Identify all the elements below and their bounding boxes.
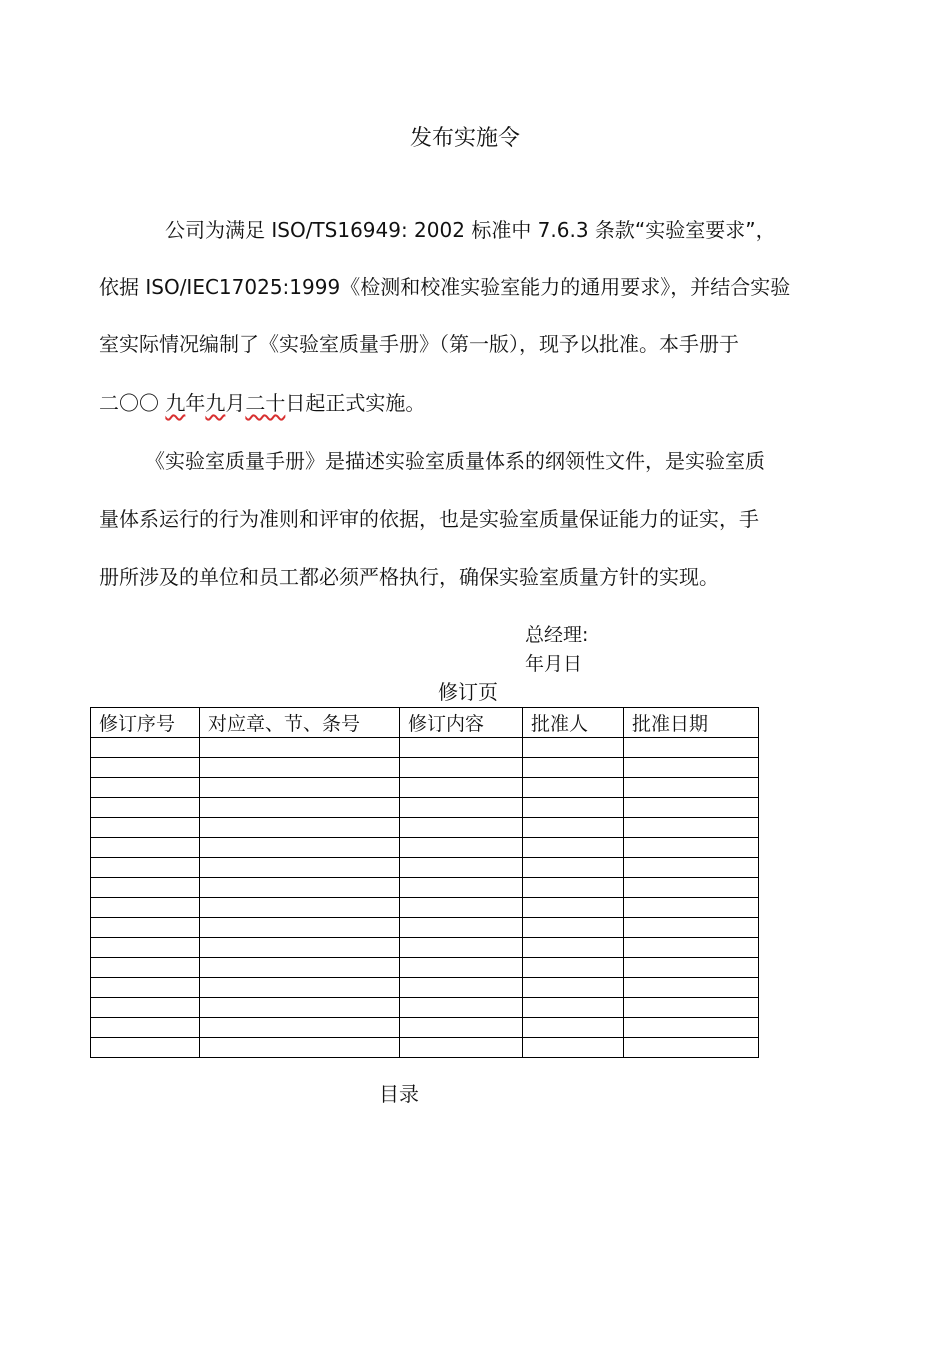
header-revision-number: 修订序号	[91, 708, 200, 738]
table-cell	[91, 898, 200, 918]
table-cell	[200, 1018, 400, 1038]
table-row	[91, 758, 759, 778]
table-cell	[624, 818, 759, 838]
table-cell	[523, 878, 624, 898]
table-cell	[523, 918, 624, 938]
table-cell	[624, 898, 759, 918]
table-cell	[624, 878, 759, 898]
table-row	[91, 998, 759, 1018]
table-cell	[523, 858, 624, 878]
table-cell	[400, 758, 523, 778]
table-cell	[91, 1018, 200, 1038]
table-cell	[523, 758, 624, 778]
table-row	[91, 918, 759, 938]
paragraph-line-date	[99, 389, 425, 417]
table-cell	[91, 918, 200, 938]
table-cell	[624, 838, 759, 858]
table-of-contents-title: 目录	[379, 1082, 419, 1106]
paragraph-line: 量体系运行的行为准则和评审的依据，也是实验室质量保证能力的证实，手	[99, 507, 759, 531]
table-cell	[523, 818, 624, 838]
table-cell	[200, 918, 400, 938]
table-cell	[91, 998, 200, 1018]
date-text: 年	[185, 391, 206, 415]
table-cell	[400, 818, 523, 838]
table-cell	[523, 798, 624, 818]
paragraph-line: 册所涉及的单位和员工都必须严格执行，确保实验室质量方针的实现。	[99, 565, 719, 589]
table-header-row	[91, 708, 759, 738]
table-cell	[523, 898, 624, 918]
table-cell	[523, 778, 624, 798]
table-row	[91, 858, 759, 878]
table-cell	[91, 958, 200, 978]
table-row	[91, 778, 759, 798]
table-cell	[200, 798, 400, 818]
general-manager-label: 总经理:	[525, 624, 589, 646]
table-cell	[200, 778, 400, 798]
table-cell	[200, 978, 400, 998]
header-approval-date: 批准日期	[624, 708, 759, 738]
table-cell	[400, 978, 523, 998]
revision-table	[90, 707, 759, 1058]
table-row	[91, 938, 759, 958]
table-cell	[624, 1018, 759, 1038]
table-cell	[624, 978, 759, 998]
table-cell	[400, 738, 523, 758]
table-cell	[400, 898, 523, 918]
table-row	[91, 838, 759, 858]
header-section-reference: 对应章、节、条号	[200, 708, 400, 738]
table-cell	[400, 878, 523, 898]
table-row	[91, 1038, 759, 1058]
table-cell	[523, 738, 624, 758]
date-text: 日起正式实施。	[285, 391, 426, 415]
table-cell	[200, 818, 400, 838]
table-cell	[91, 818, 200, 838]
table-cell	[523, 998, 624, 1018]
table-cell	[624, 958, 759, 978]
table-cell	[400, 798, 523, 818]
table-cell	[400, 778, 523, 798]
table-row	[91, 1018, 759, 1038]
table-row	[91, 878, 759, 898]
table-cell	[91, 738, 200, 758]
table-cell	[91, 1038, 200, 1058]
table-cell	[400, 858, 523, 878]
table-cell	[400, 958, 523, 978]
table-cell	[91, 778, 200, 798]
table-cell	[400, 938, 523, 958]
date-text-underlined: 九	[205, 391, 226, 415]
table-cell	[624, 738, 759, 758]
table-row	[91, 958, 759, 978]
date-text: 月	[225, 391, 246, 415]
document-title: 发布实施令	[409, 126, 520, 151]
paragraph-line: 公司为满足 ISO/TS16949: 2002 标准中 7.6.3 条款“实验室要求”，	[165, 218, 776, 242]
table-row	[91, 818, 759, 838]
table-cell	[91, 878, 200, 898]
table-cell	[523, 1038, 624, 1058]
table-cell	[91, 798, 200, 818]
table-cell	[624, 1038, 759, 1058]
table-cell	[400, 1018, 523, 1038]
date-text-underlined: 二十	[245, 391, 286, 415]
table-cell	[200, 898, 400, 918]
table-cell	[624, 998, 759, 1018]
table-cell	[200, 998, 400, 1018]
table-cell	[200, 838, 400, 858]
table-cell	[200, 1038, 400, 1058]
table-cell	[200, 758, 400, 778]
table-cell	[523, 838, 624, 858]
table-row	[91, 898, 759, 918]
table-cell	[91, 858, 200, 878]
table-cell	[624, 778, 759, 798]
paragraph-line: 室实际情况编制了《实验室质量手册》（第一版），现予以批准。本手册于	[99, 332, 739, 356]
header-approver: 批准人	[523, 708, 624, 738]
table-cell	[200, 938, 400, 958]
table-cell	[91, 758, 200, 778]
table-cell	[624, 938, 759, 958]
table-cell	[523, 978, 624, 998]
table-cell	[523, 938, 624, 958]
table-cell	[91, 978, 200, 998]
table-cell	[400, 838, 523, 858]
table-cell	[91, 838, 200, 858]
table-cell	[624, 798, 759, 818]
paragraph-line: 依据 ISO/IEC17025:1999《检测和校准实验室能力的通用要求》，并结合实验	[99, 275, 791, 299]
table-cell	[200, 858, 400, 878]
table-cell	[624, 918, 759, 938]
table-cell	[200, 878, 400, 898]
revision-table-body	[91, 738, 759, 1058]
signature-date-label: 年月日	[525, 653, 583, 675]
table-cell	[400, 918, 523, 938]
table-cell	[624, 758, 759, 778]
table-cell	[523, 1018, 624, 1038]
revision-page-title: 修订页	[438, 680, 498, 704]
table-cell	[400, 1038, 523, 1058]
date-text-underlined: 九	[165, 391, 186, 415]
table-row	[91, 738, 759, 758]
table-cell	[400, 998, 523, 1018]
table-cell	[624, 858, 759, 878]
table-cell	[91, 938, 200, 958]
table-cell	[200, 738, 400, 758]
table-row	[91, 978, 759, 998]
paragraph-line: 《实验室质量手册》是描述实验室质量体系的纲领性文件，是实验室质	[145, 449, 765, 473]
header-revision-content: 修订内容	[400, 708, 523, 738]
table-row	[91, 798, 759, 818]
table-cell	[200, 958, 400, 978]
date-text: 二〇〇	[99, 391, 166, 415]
table-cell	[523, 958, 624, 978]
